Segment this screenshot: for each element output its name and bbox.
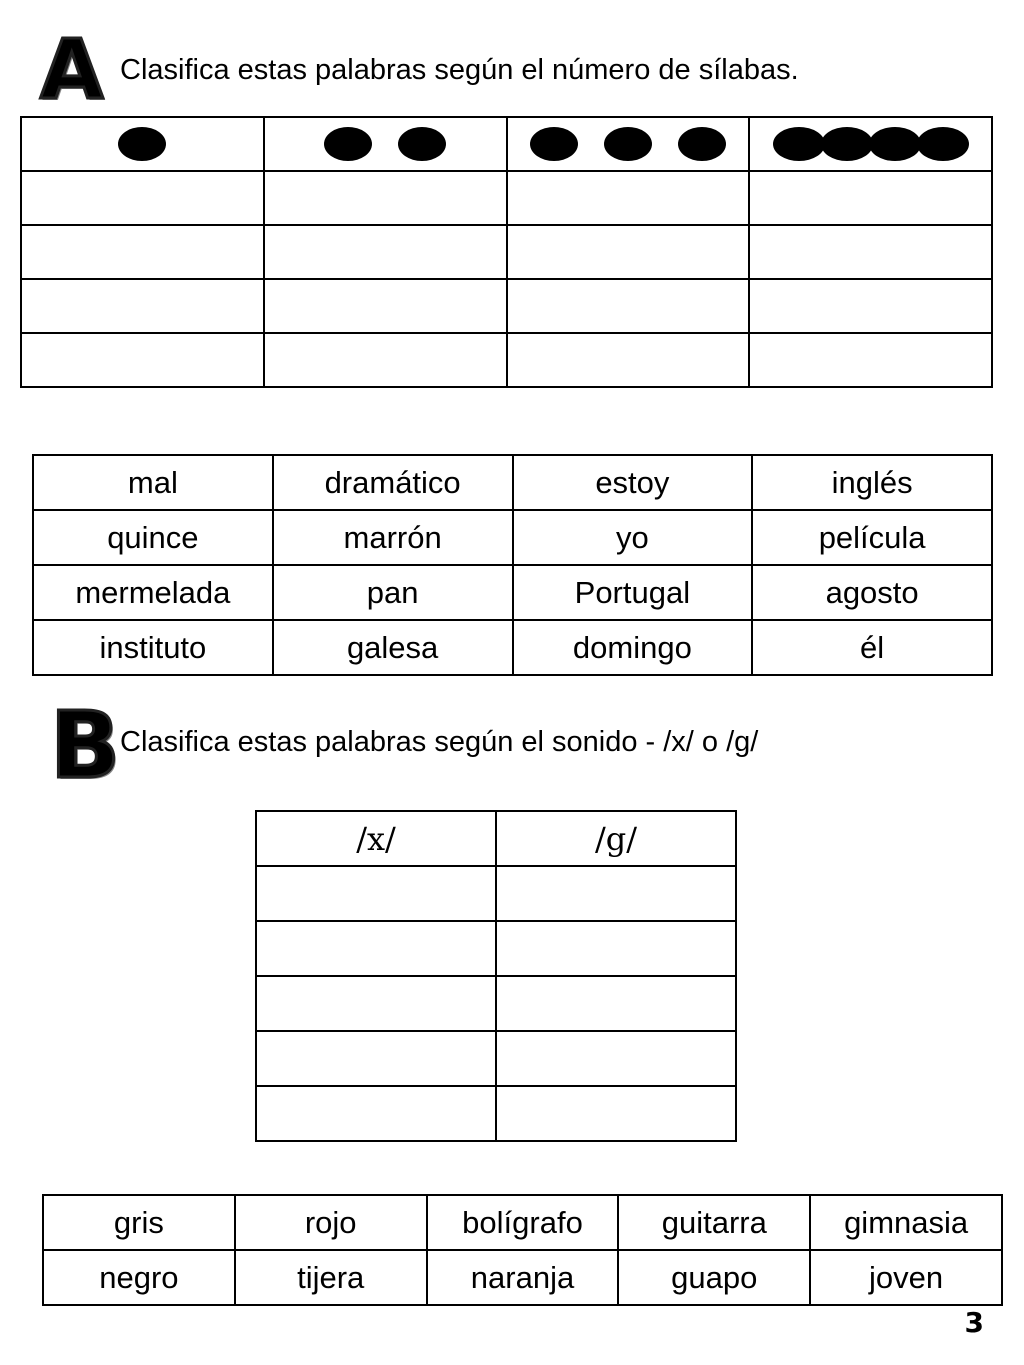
answer-cell[interactable]	[264, 171, 507, 225]
sound-header-x: /x/	[256, 811, 496, 866]
word-cell: mal	[33, 455, 273, 510]
syllable-dot-icon	[678, 127, 726, 161]
syllable-answer-table	[20, 116, 993, 388]
word-cell: quince	[33, 510, 273, 565]
word-cell: Portugal	[513, 565, 753, 620]
section-b-letter: B	[50, 692, 121, 799]
word-cell: naranja	[427, 1250, 619, 1305]
word-cell: gimnasia	[810, 1195, 1002, 1250]
dots-2	[265, 127, 506, 161]
word-cell: bolígrafo	[427, 1195, 619, 1250]
section-a-word-bank	[32, 454, 993, 676]
syllable-header-row	[21, 117, 992, 171]
word-cell: marrón	[273, 510, 513, 565]
answer-cell[interactable]	[264, 225, 507, 279]
word-cell: joven	[810, 1250, 1002, 1305]
syllable-dot-icon	[917, 127, 969, 161]
syllable-dot-icon	[398, 127, 446, 161]
sound-answer-table	[255, 810, 737, 1142]
word-row	[33, 565, 992, 620]
answer-row	[256, 976, 736, 1031]
answer-row	[21, 171, 992, 225]
word-cell: película	[752, 510, 992, 565]
syllable-header-3	[507, 117, 750, 171]
answer-cell[interactable]	[507, 333, 750, 387]
word-cell: instituto	[33, 620, 273, 675]
answer-cell[interactable]	[256, 1031, 496, 1086]
answer-row	[256, 921, 736, 976]
answer-cell[interactable]	[496, 921, 736, 976]
answer-cell[interactable]	[256, 1086, 496, 1141]
word-cell: agosto	[752, 565, 992, 620]
answer-cell[interactable]	[21, 279, 264, 333]
word-row	[43, 1195, 1002, 1250]
word-cell: pan	[273, 565, 513, 620]
section-b-word-bank	[42, 1194, 1003, 1306]
answer-cell[interactable]	[264, 333, 507, 387]
section-b-instruction: Clasifica estas palabras según el sonido - /x/ o /g/	[120, 726, 759, 758]
word-cell: rojo	[235, 1195, 427, 1250]
syllable-dot-icon	[118, 127, 166, 161]
answer-cell[interactable]	[507, 171, 750, 225]
word-cell: inglés	[752, 455, 992, 510]
section-a-instruction: Clasifica estas palabras según el número de sílabas.	[120, 54, 799, 86]
sound-header-g: /g/	[496, 811, 736, 866]
syllable-header-4	[749, 117, 992, 171]
word-cell: tijera	[235, 1250, 427, 1305]
answer-cell[interactable]	[264, 279, 507, 333]
word-cell: mermelada	[33, 565, 273, 620]
page-number: 3	[964, 1306, 984, 1339]
syllable-dot-icon	[773, 127, 825, 161]
syllable-dot-icon	[324, 127, 372, 161]
dots-3	[508, 127, 749, 161]
syllable-dot-icon	[530, 127, 578, 161]
answer-row	[21, 279, 992, 333]
syllable-dot-icon	[604, 127, 652, 161]
word-row	[43, 1250, 1002, 1305]
word-cell: negro	[43, 1250, 235, 1305]
answer-cell[interactable]	[496, 1031, 736, 1086]
answer-cell[interactable]	[256, 921, 496, 976]
answer-cell[interactable]	[749, 225, 992, 279]
answer-cell[interactable]	[496, 1086, 736, 1141]
answer-cell[interactable]	[21, 225, 264, 279]
dots-1	[22, 127, 263, 161]
answer-cell[interactable]	[496, 866, 736, 921]
word-cell: gris	[43, 1195, 235, 1250]
answer-cell[interactable]	[749, 171, 992, 225]
answer-cell[interactable]	[496, 976, 736, 1031]
answer-cell[interactable]	[256, 976, 496, 1031]
sound-header-row	[256, 811, 736, 866]
word-cell: estoy	[513, 455, 753, 510]
answer-row	[256, 1086, 736, 1141]
answer-cell[interactable]	[21, 171, 264, 225]
answer-row	[256, 866, 736, 921]
syllable-header-2	[264, 117, 507, 171]
word-row	[33, 510, 992, 565]
answer-cell[interactable]	[507, 279, 750, 333]
answer-row	[21, 225, 992, 279]
word-cell: él	[752, 620, 992, 675]
answer-cell[interactable]	[507, 225, 750, 279]
answer-cell[interactable]	[21, 333, 264, 387]
answer-row	[21, 333, 992, 387]
word-cell: yo	[513, 510, 753, 565]
syllable-header-1	[21, 117, 264, 171]
answer-cell[interactable]	[749, 279, 992, 333]
dots-4	[750, 127, 991, 161]
word-row	[33, 620, 992, 675]
answer-cell[interactable]	[749, 333, 992, 387]
word-cell: domingo	[513, 620, 753, 675]
section-a-letter: A	[40, 23, 104, 118]
answer-cell[interactable]	[256, 866, 496, 921]
syllable-dot-icon	[821, 127, 873, 161]
word-row	[33, 455, 992, 510]
word-cell: dramático	[273, 455, 513, 510]
word-cell: guapo	[618, 1250, 810, 1305]
word-cell: galesa	[273, 620, 513, 675]
word-cell: guitarra	[618, 1195, 810, 1250]
syllable-dot-icon	[869, 127, 921, 161]
answer-row	[256, 1031, 736, 1086]
